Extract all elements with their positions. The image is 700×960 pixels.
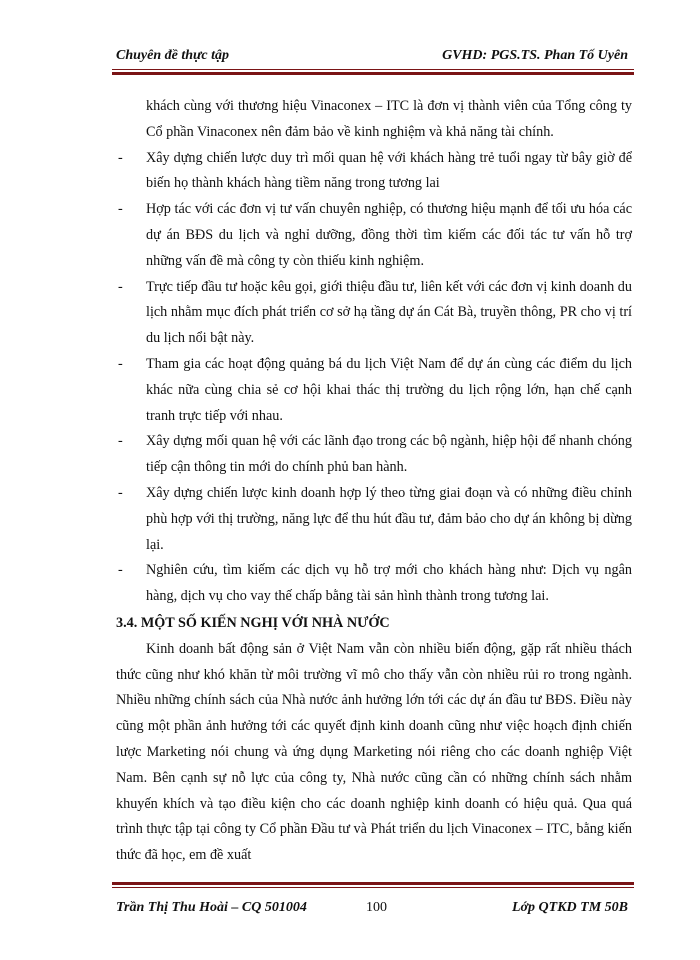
bullet-dash: - xyxy=(118,201,123,218)
list-item-text: Xây dựng mối quan hệ với các lãnh đạo trong các bộ ngành, hiệp hội để nhanh chóng tiếp cận thông tin mới do chính phủ ban hành. xyxy=(146,433,632,476)
list-item-text: Xây dựng chiến lược kinh doanh hợp lý theo từng giai đoạn và có những điều chỉnh phù hợp với thị trường, năng lực để thu hút đầu tư, đảm bảo cho dự án không bị dừng lại. xyxy=(146,484,632,553)
header-title: Chuyên đề thực tập xyxy=(116,48,230,63)
list-item xyxy=(116,146,632,198)
bullet-dash: - xyxy=(118,433,123,450)
page-footer xyxy=(116,900,628,920)
page-body xyxy=(116,94,632,869)
bullet-dash: - xyxy=(118,278,123,295)
list-item-text: Trực tiếp đầu tư hoặc kêu gọi, giới thiệu đầu tư, liên kết với các đơn vị kinh doanh du lịch nhằm mục đích phát triển cơ sở hạ tầng dự án Cát Bà, truyền thông, PR cho vị trí du lịch nổi bật này. xyxy=(146,278,632,347)
footer-class: Lớp QTKD TM 50B xyxy=(511,900,628,915)
list-item xyxy=(116,352,632,429)
page-number: 100 xyxy=(366,900,387,915)
header-advisor: GVHD: PGS.TS. Phan Tố Uyên xyxy=(442,48,628,63)
bullet-dash: - xyxy=(118,562,123,579)
list-item xyxy=(116,275,632,352)
footer-rule-thick xyxy=(112,882,634,885)
body-paragraph: Kinh doanh bất động sản ở Việt Nam vẫn còn nhiều biến động, gặp rất nhiều thách thức cũng như khó khăn từ môi trường vĩ mô cho thấy vẫn còn nhiều rủi ro trong ngành. Nhiều những chính sách của Nhà nước ảnh hưởng lớn tới các dự án đầu tư BĐS. Điều này cũng một phần ảnh hưởng tới các quyết định kinh doanh cũng như việc hoạch định chiến lược Marketing nói chung và ứng dụng Marketing nói riêng cho các doanh nghiệp Việt Nam. Bên cạnh sự nỗ lực của công ty, Nhà nước cũng cần có những chính sách nhằm khuyến khích và tạo điều kiện cho các doanh nghiệp kinh doanh có hiệu quả. Qua quá trình thực tập tại công ty Cổ phần Đầu tư và Phát triển du lịch Vinaconex – ITC, bằng kiến thức đã học, em đề xuất xyxy=(116,640,632,864)
continuation-text: khách cùng với thương hiệu Vinaconex – ITC là đơn vị thành viên của Tổng công ty Cổ phần Vinaconex nên đảm bảo về kinh nghiệm và khả năng tài chính. xyxy=(146,98,632,140)
list-item xyxy=(116,481,632,558)
list-item-text: Xây dựng chiến lược duy trì mối quan hệ với khách hàng trẻ tuổi ngay từ bây giờ để biến họ thành khách hàng tiềm năng trong tương lai xyxy=(146,149,632,192)
list-item-text: Nghiên cứu, tìm kiếm các dịch vụ hỗ trợ mới cho khách hàng như: Dịch vụ ngân hàng, dịch vụ cho vay thế chấp bằng tài sản hình thành trong tương lai. xyxy=(146,562,632,605)
bullet-dash: - xyxy=(118,484,123,501)
bullet-dash: - xyxy=(118,355,123,372)
list-item xyxy=(116,558,632,610)
footer-rule-thin xyxy=(112,887,634,888)
list-item-text: Tham gia các hoạt động quảng bá du lịch Việt Nam để dự án cùng các điểm du lịch khác nữa cùng chia sẻ cơ hội khai thác thị trường du lịch rộng lớn, hạn chế cạnh tranh trực tiếp với nhau. xyxy=(146,355,632,424)
footer-author: Trần Thị Thu Hoài – CQ 501004 xyxy=(116,900,307,915)
list-item xyxy=(116,197,632,274)
page-header xyxy=(116,48,628,68)
list-item xyxy=(116,429,632,481)
section-heading: 3.4. MỘT SỐ KIẾN NGHỊ VỚI NHÀ NƯỚC xyxy=(116,614,390,631)
header-rule-thick xyxy=(112,72,634,75)
list-item-text: Hợp tác với các đơn vị tư vấn chuyên nghiệp, có thương hiệu mạnh để tối ưu hóa các dự án BĐS du lịch và nghỉ dưỡng, đồng thời tìm kiếm các đối tác tư vấn hỗ trợ những vấn đề mà công ty còn thiếu kinh nghiệm. xyxy=(146,201,632,269)
bullet-dash: - xyxy=(118,149,123,166)
header-rule-thin xyxy=(112,69,634,70)
